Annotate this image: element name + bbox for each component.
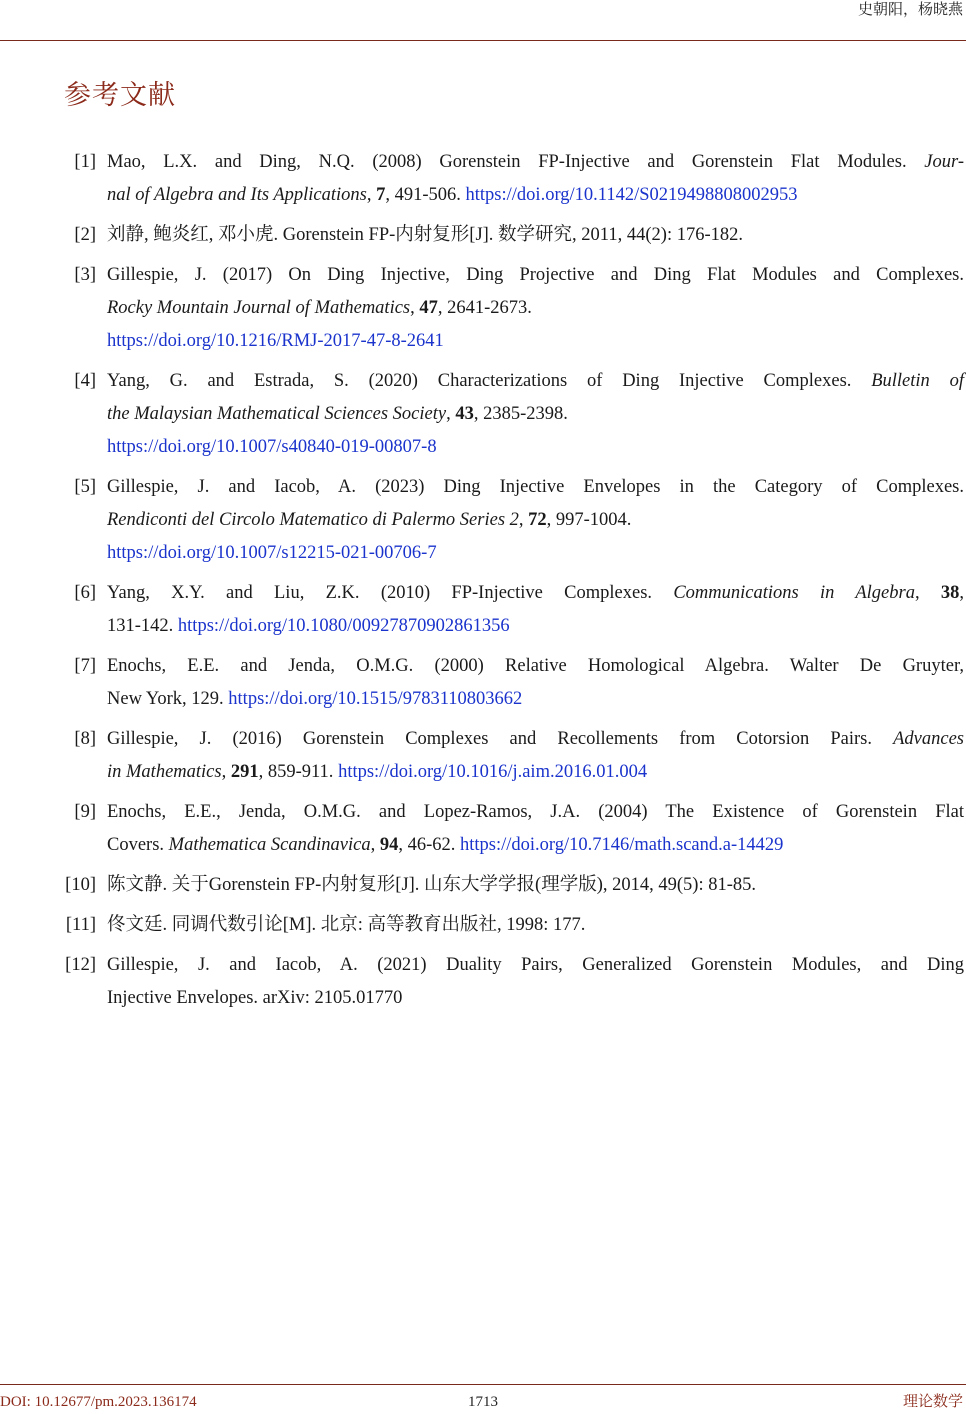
reference-number: [2] (74, 225, 96, 245)
reference-text: , (518, 510, 529, 530)
reference-item (0, 796, 966, 862)
reference-number: [3] (74, 265, 96, 285)
reference-item (0, 949, 966, 1015)
reference-text: 刘静, 鲍炎红, 邓小虎. Gorenstein FP-内射复形[J]. 数学研究, 2011, 44(2): 176-182. (107, 225, 743, 245)
reference-text: Covers. (107, 835, 169, 855)
reference-text: Injective Envelopes. arXiv: 2105.01770 (107, 988, 403, 1008)
reference-number: [9] (74, 802, 96, 822)
reference-text: Gillespie, J. (2017) On Ding Injective, Ding Projective and Ding Flat Modules and Complexes. (107, 265, 964, 285)
reference-text: , (959, 583, 965, 603)
reference-text: New York, 129. (107, 689, 229, 709)
reference-volume: 38 (940, 583, 960, 603)
reference-volume: 72 (528, 510, 547, 530)
reference-pages: , 859-911. (258, 762, 339, 782)
reference-text: 陈文静. 关于Gorenstein FP-内射复形[J]. 山东大学学报(理学版), 2014, 49(5): 81-85. (107, 875, 757, 895)
reference-volume: 43 (455, 404, 474, 424)
reference-text: , (366, 185, 377, 205)
reference-item (0, 577, 966, 643)
reference-text: , (370, 835, 380, 855)
reference-number: [8] (74, 729, 96, 749)
reference-doi-link[interactable]: https://doi.org/10.1007/s12215-021-00706-7 (107, 543, 437, 563)
reference-doi-link[interactable]: https://doi.org/10.1080/00927870902861356 (177, 616, 510, 636)
header-authors: 史朝阳，杨晓燕 (857, 2, 963, 18)
reference-journal: Bulletin of (871, 371, 964, 391)
reference-number: [12] (65, 955, 96, 975)
reference-text: Enochs, E.E. and Jenda, O.M.G. (2000) Relative Homological Algebra. Walter De Gruyter, (107, 656, 964, 676)
reference-journal: Mathematica Scandinavica (168, 835, 371, 855)
reference-item (0, 723, 966, 789)
reference-journal: Jour- (924, 152, 964, 172)
reference-text: Gillespie, J. and Iacob, A. (2023) Ding Injective Envelopes in the Category of Complexes. (107, 477, 964, 497)
reference-pages: , 491-506. (385, 185, 466, 205)
reference-number: [11] (65, 915, 96, 935)
reference-item (0, 909, 966, 942)
footer-divider (0, 1384, 966, 1385)
reference-pages: , 2385-2398. (473, 404, 568, 424)
reference-item (0, 869, 966, 902)
reference-text: Gillespie, J. (2016) Gorenstein Complexes and Recollements from Cotorsion Pairs. (107, 729, 894, 749)
reference-item (0, 650, 966, 716)
reference-item (0, 219, 966, 252)
reference-number: [6] (74, 583, 96, 603)
reference-text: , (446, 404, 456, 424)
reference-pages: , 997-1004. (546, 510, 632, 530)
reference-number: [5] (74, 477, 96, 497)
reference-number: [7] (74, 656, 96, 676)
reference-journal: in Mathematics (107, 762, 222, 782)
reference-doi-link[interactable]: https://doi.org/10.1216/RMJ-2017-47-8-2641 (107, 331, 444, 351)
reference-item (0, 146, 966, 212)
reference-journal: the Malaysian Mathematical Sciences Society (107, 404, 447, 424)
section-title: 参考文献 (64, 80, 176, 111)
reference-number: [4] (74, 371, 96, 391)
reference-pages: 131-142. (107, 616, 178, 636)
reference-volume: 291 (230, 762, 259, 782)
reference-journal: Advances (893, 729, 964, 749)
reference-journal: Rocky Mountain Journal of Mathematics (107, 298, 411, 318)
reference-item (0, 259, 966, 358)
reference-volume: 94 (379, 835, 399, 855)
reference-pages: , 2641-2673. (437, 298, 532, 318)
reference-journal: Communications in Algebra (673, 583, 915, 603)
reference-text: , (914, 583, 941, 603)
reference-number: [10] (65, 875, 96, 895)
reference-text: 佟文廷. 同调代数引论[M]. 北京: 高等教育出版社, 1998: 177. (107, 915, 586, 935)
reference-item (0, 471, 966, 570)
reference-text: Gillespie, J. and Iacob, A. (2021) Duality Pairs, Generalized Gorenstein Modules, and Ding (107, 955, 964, 975)
reference-doi-link[interactable]: https://doi.org/10.1515/9783110803662 (228, 689, 523, 709)
reference-volume: 47 (419, 298, 438, 318)
reference-text: Mao, L.X. and Ding, N.Q. (2008) Gorenstein FP-Injective and Gorenstein Flat Modules. (107, 152, 925, 172)
page-number: 1713 (468, 1394, 498, 1410)
footer-doi[interactable]: DOI: 10.12677/pm.2023.136174 (0, 1394, 197, 1410)
reference-doi-link[interactable]: https://doi.org/10.1016/j.aim.2016.01.004 (338, 762, 648, 782)
reference-doi-link[interactable]: https://doi.org/10.1142/S0219498808002953 (465, 185, 798, 205)
reference-journal: Rendiconti del Circolo Matematico di Palermo Series 2 (107, 510, 519, 530)
reference-text: Enochs, E.E., Jenda, O.M.G. and Lopez-Ramos, J.A. (2004) The Existence of Gorenstein Flat (107, 802, 964, 822)
reference-text: , (221, 762, 231, 782)
reference-volume: 7 (376, 185, 386, 205)
reference-pages: , 46-62. (398, 835, 460, 855)
reference-journal: nal of Algebra and Its Applications (107, 185, 367, 205)
reference-text: Yang, X.Y. and Liu, Z.K. (2010) FP-Injective Complexes. (107, 583, 674, 603)
reference-list (0, 146, 966, 1022)
reference-number: [1] (74, 152, 96, 172)
reference-text: Yang, G. and Estrada, S. (2020) Characterizations of Ding Injective Complexes. (107, 371, 872, 391)
footer-journal-name: 理论数学 (902, 1394, 963, 1410)
reference-doi-link[interactable]: https://doi.org/10.7146/math.scand.a-14429 (460, 835, 784, 855)
reference-item (0, 365, 966, 464)
reference-doi-link[interactable]: https://doi.org/10.1007/s40840-019-00807-8 (107, 437, 437, 457)
header-divider (0, 40, 966, 41)
reference-text: , (410, 298, 420, 318)
